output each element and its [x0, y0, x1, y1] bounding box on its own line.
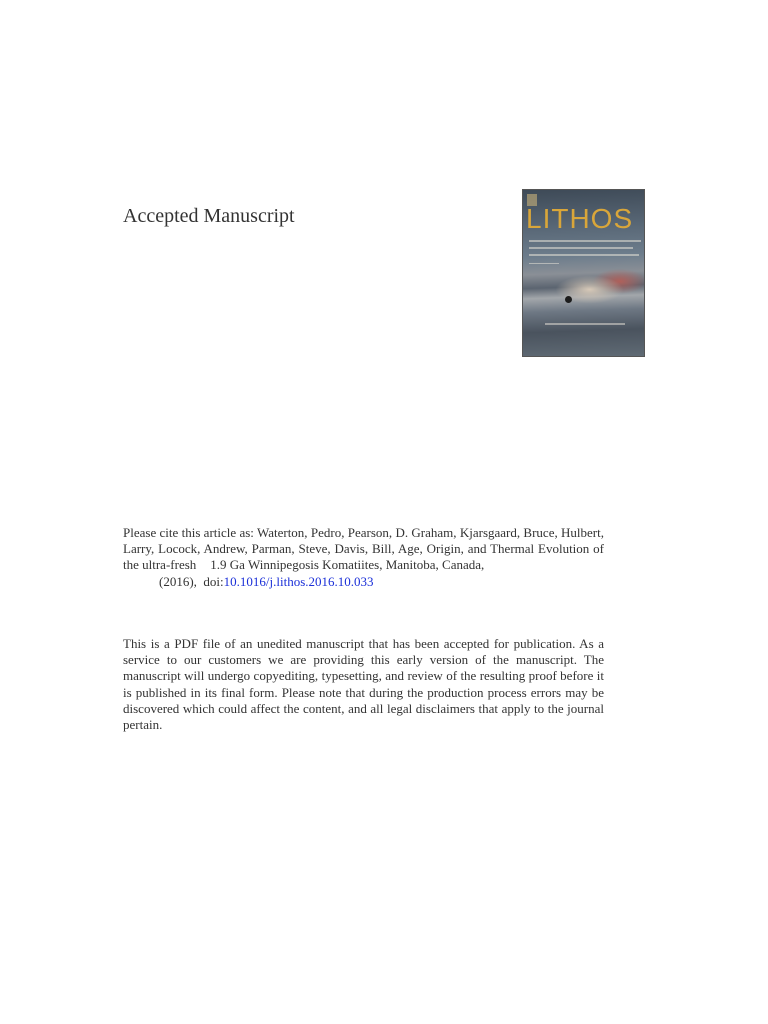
cover-subtitle-line: [529, 240, 641, 242]
cover-journal-name: LITHOS: [526, 203, 634, 234]
manuscript-notice: This is a PDF file of an unedited manuscript that has been accepted for publication. As a service to our customers we are providing this early version of the manuscript. The manuscript will undergo copyediting, typesetting, and review of the resulting proof before it is published in its final form. Please note that during the production process errors may be discovered which could affect the content, and all legal disclaimers that apply to the journal pertain.: [123, 636, 604, 733]
doi-label: doi:: [203, 573, 224, 589]
cover-subtitle-line: [529, 247, 633, 249]
cover-footer-line: [545, 323, 625, 325]
citation-year: (2016),: [159, 573, 197, 589]
doi-link[interactable]: 10.1016/j.lithos.2016.10.033: [223, 573, 374, 589]
page-title: Accepted Manuscript: [123, 205, 295, 227]
citation-text-continued: 1.9 Ga Winnipegosis Komatiites, Manitoba, Canada,: [210, 557, 485, 573]
cover-mineral-spot: [565, 296, 572, 303]
cover-subtitle-line: [529, 254, 639, 256]
journal-cover-image: [522, 189, 645, 357]
citation-paragraph: [123, 525, 604, 590]
citation-text: Please cite this article as: Waterton, Pedro, Pearson, D. Graham, Kjarsgaard, Bruce, Hulbert, Larry, Locock, Andrew, Parman, Steve, Davis, Bill, Age, Origin, and Thermal Evolution of the ultra-fresh: [123, 525, 604, 573]
cover-issue-line: [529, 263, 559, 264]
